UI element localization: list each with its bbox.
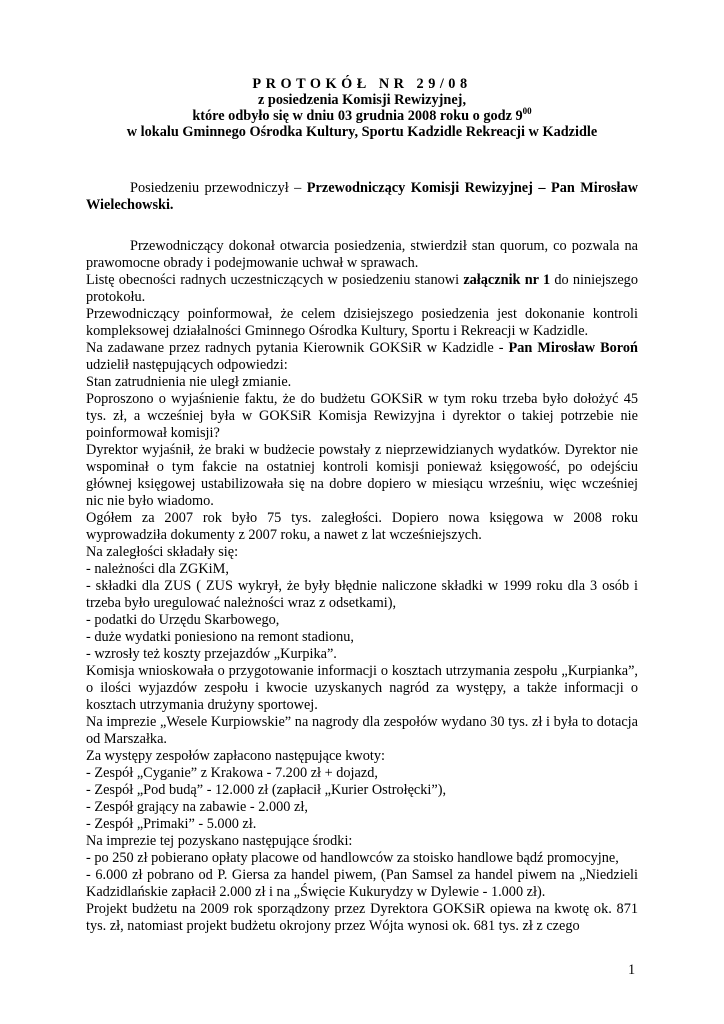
chair-name: Przewodniczący Komisji Rewizyjnej – Pan Mirosław Wielechowski. xyxy=(86,180,638,213)
attendance-paragraph xyxy=(86,272,638,306)
paragraph: Poproszono o wyjaśnienie faktu, że do budżetu GOKSiR w tym roku trzeba było dołożyć 45 tys. zł, a wcześniej była w GOKSiR Komisja Rewizyjna i dyrektor o takiej potrzebie nie poinformował komisji? xyxy=(86,391,638,441)
protocol-subtitle: z posiedzenia Komisji Rewizyjnej, xyxy=(257,92,467,108)
list-item: - podatki do Urzędu Skarbowego, xyxy=(86,612,280,628)
paragraph: Za występy zespołów zapłacono następujące kwoty: xyxy=(86,748,385,764)
page-number: 1 xyxy=(628,962,636,978)
paragraph: Przewodniczący dokonał otwarcia posiedzenia, stwierdził stan quorum, co pozwala na prawomocne obrady i podejmowanie uchwał w sprawach. xyxy=(86,238,638,271)
protocol-header xyxy=(0,76,724,140)
paragraph: Przewodniczący poinformował, że celem dzisiejszego posiedzenia jest dokonanie kontroli kompleksowej działalności Gminnego Ośrodka Kultury, Sportu i Rekreacji w Kadzidle. xyxy=(86,306,638,339)
document-body xyxy=(86,180,638,935)
paragraph: Komisja wnioskowała o przygotowanie informacji o kosztach utrzymania zespołu „Kurpianka”, o ilości wyjazdów zespołu i kwocie uzyskanych nagród za występy, a także informacji o kosztach utrzymania drużyny sportowej. xyxy=(86,663,638,713)
list-item: - po 250 zł pobierano opłaty placowe od handlowców za stoisko handlowe bądź promocyjne, xyxy=(86,850,619,866)
list-item: - Zespół grający na zabawie - 2.000 zł, xyxy=(86,799,308,815)
paragraph: Ogółem za 2007 rok było 75 tys. zaległości. Dopiero nowa księgowa w 2008 roku wyprowadziła dokumenty z 2007 roku, a nawet z lat wcześniejszych. xyxy=(86,510,638,543)
paragraph: Stan zatrudnienia nie uległ zmianie. xyxy=(86,374,292,390)
paragraph: Na imprezie tej pozyskano następujące środki: xyxy=(86,833,353,849)
date-text: które odbyło się w dniu 03 grudnia 2008 roku o godz 9 xyxy=(192,108,523,124)
protocol-location: w lokalu Gminnego Ośrodka Kultury, Sportu Kadzidle Rekreacji w Kadzidle xyxy=(126,124,598,140)
list-item: - Zespół „Primaki” - 5.000 zł. xyxy=(86,816,257,832)
list-item: - duże wydatki poniesiono na remont stadionu, xyxy=(86,629,355,645)
list-item: - Zespół „Cyganie” z Krakowa - 7.200 zł + dojazd, xyxy=(86,765,378,781)
text-span: Listę obecności radnych uczestniczących w posiedzeniu stanowi xyxy=(86,272,464,288)
list-item: - 6.000 zł pobrano od P. Giersa za handel piwem, (Pan Samsel za handel piwem na „Niedzieli Kadzidlańskie zapłacił 2.000 zł i na „Święcie Kukurydzy w Dylewie - 1.000 zł). xyxy=(86,867,638,900)
chair-prefix: Posiedzeniu przewodniczył – xyxy=(130,180,307,196)
protocol-date-line xyxy=(0,108,724,124)
list-item: - składki dla ZUS ( ZUS wykrył, że były błędnie naliczone składki w 1999 roku dla 3 osób i trzeba było uregulować należności wraz z odsetkami), xyxy=(86,578,638,611)
paragraph: Na imprezie „Wesele Kurpiowskie” na nagrody dla zespołów wydano 30 tys. zł i była to dotacja od Marszałka. xyxy=(86,714,638,747)
protocol-title: PROTOKÓŁ NR 29/08 xyxy=(252,76,472,92)
list-item: - wzrosły też koszty przejazdów „Kurpika”. xyxy=(86,646,337,662)
paragraph: Na zaległości składały się: xyxy=(86,544,239,560)
manager-paragraph xyxy=(86,340,638,374)
text-span: udzielił następujących odpowiedzi: xyxy=(86,357,288,373)
text-span: do niniejszego protokołu. xyxy=(86,272,638,305)
text-span: Na zadawane przez radnych pytania Kierownik GOKSiR w Kadzidle - xyxy=(86,340,509,356)
list-item: - Zespół „Pod budą” - 12.000 zł (zapłacił „Kurier Ostrołęcki”), xyxy=(86,782,447,798)
paragraph: Projekt budżetu na 2009 rok sporządzony przez Dyrektora GOKSiR opiewa na kwotę ok. 871 tys. zł, natomiast projekt budżetu okrojony przez Wójta wynosi ok. 681 tys. zł z czego xyxy=(86,901,638,934)
time-superscript: 00 xyxy=(522,106,532,116)
attachment-reference: załącznik nr 1 xyxy=(463,272,551,288)
paragraph: Dyrektor wyjaśnił, że braki w budżecie powstały z nieprzewidzianych wydatków. Dyrektor nie wspominał o tym fakcie na ostatniej kontroli komisji ponieważ księgowość, po odejściu głównej księgowej ustabilizowała się na dobre dopiero w miesiącu wrześniu, więc wcześniej nic nie było wiadomo. xyxy=(86,442,638,509)
list-item: - należności dla ZGKiM, xyxy=(86,561,229,577)
manager-name: Pan Mirosław Boroń xyxy=(508,340,638,356)
chair-paragraph xyxy=(86,180,638,214)
